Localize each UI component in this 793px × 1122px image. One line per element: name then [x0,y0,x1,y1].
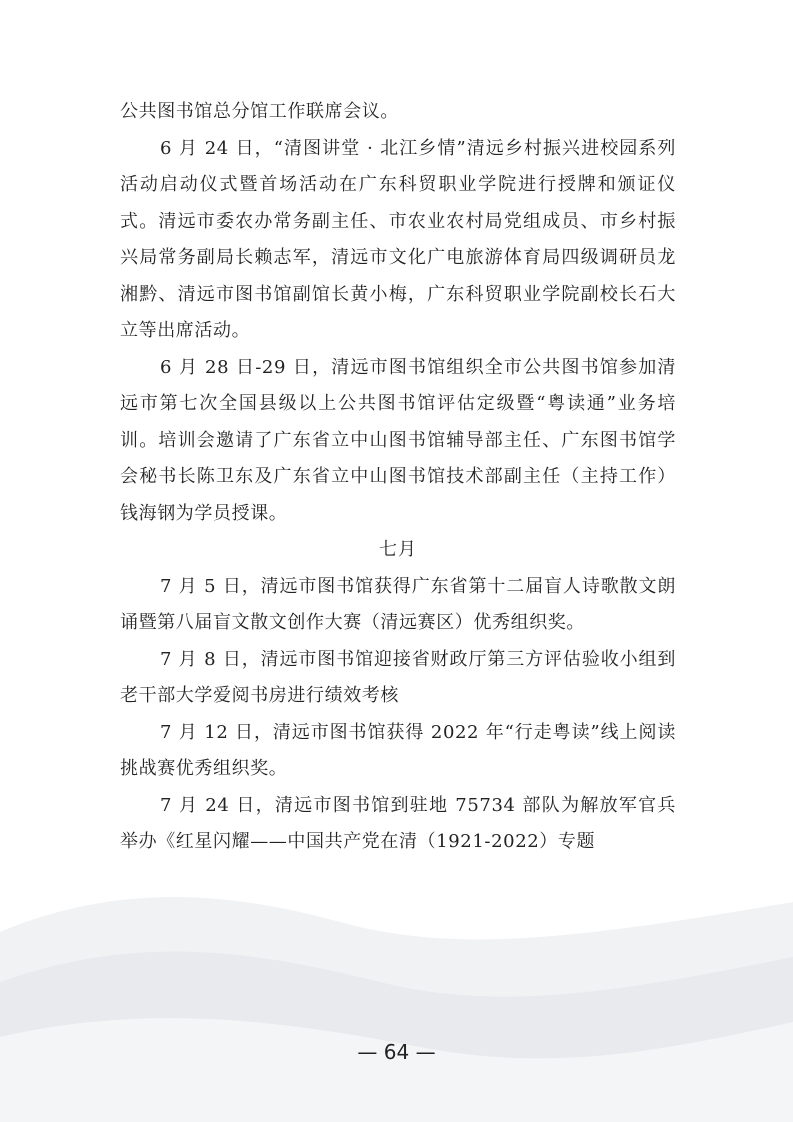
page-number: — 64 — [357,1040,436,1064]
background-wave-decoration [0,862,793,1122]
paragraph-july-5: 7 月 5 日，清远市图书馆获得广东省第十二届盲人诗歌散文朗诵暨第八届盲文散文创作大赛（清远赛区）优秀组织奖。 [120,575,676,633]
paragraph-july-24: 7 月 24 日，清远市图书馆到驻地 75734 部队为解放军官兵举办《红星闪耀——中国共产党在清（1921-2022）专题 [120,794,676,852]
paragraph-july-8: 7 月 8 日，清远市图书馆迎接省财政厅第三方评估验收小组到老干部大学爱阅书房进行绩效考核 [120,648,676,706]
continuation-paragraph: 公共图书馆总分馆工作联席会议。 [120,101,399,122]
document-body [120,94,676,861]
paragraph-june-28: 6 月 28 日-29 日，清远市图书馆组织全市公共图书馆参加清远市第七次全国县级以上公共图书馆评估定级暨“粤读通”业务培训。培训会邀请了广东省立中山图书馆辅导部主任、广东图书馆学会秘书长陈卫东及广东省立中山图书馆技术部副主任（主持工作）钱海钢为学员授课。 [120,356,676,524]
paragraph-july-12: 7 月 12 日，清远市图书馆获得 2022 年“行走粤读”线上阅读挑战赛优秀组织奖。 [120,721,676,779]
paragraph-june-24: 6 月 24 日，“清图讲堂 · 北江乡情”清远乡村振兴进校园系列活动启动仪式暨首场活动在广东科贸职业学院进行授牌和颁证仪式。清远市委农办常务副主任、市农业农村局党组成员、市乡村振兴局常务副局长赖志军，清远市文化广电旅游体育局四级调研员龙湘黔、清远市图书馆副馆长黄小梅，广东科贸职业学院副校长石大立等出席活动。 [120,137,676,341]
month-heading-july: 七月 [379,539,417,560]
